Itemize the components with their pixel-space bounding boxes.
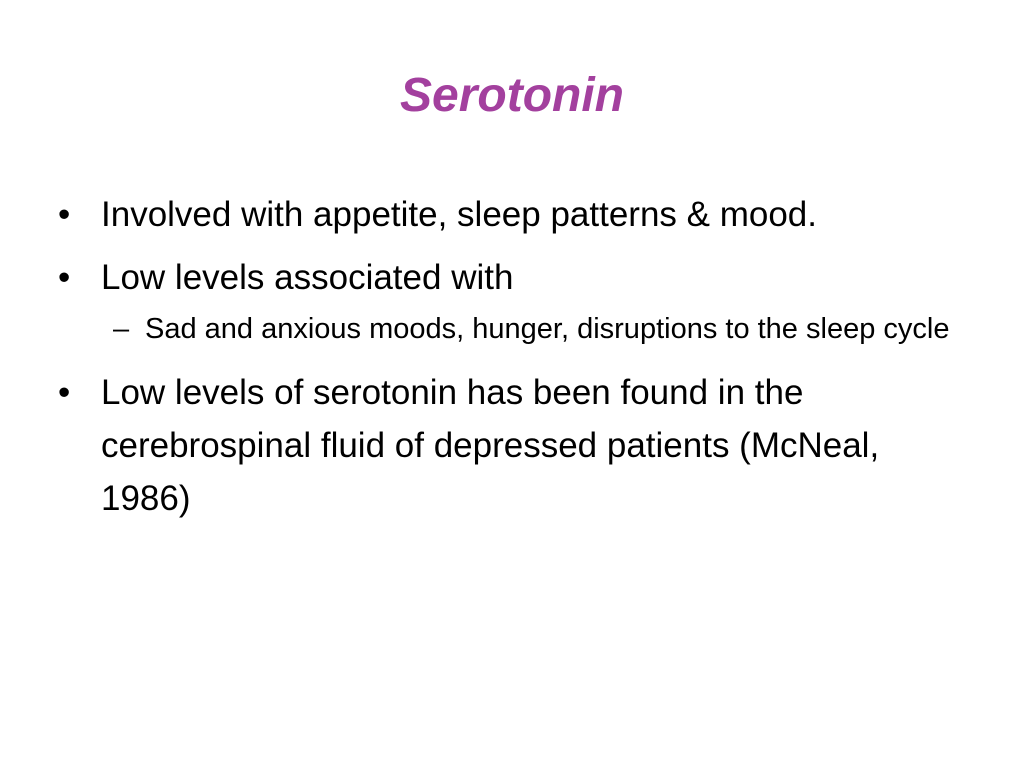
bullet-item [58,366,978,525]
bullet-text: Low levels of serotonin has been found in the cerebrospinal fluid of depressed patients (McNeal, 1986) [101,373,880,518]
bullet-marker: • [58,195,71,234]
bullet-text: Low levels associated with [101,258,514,297]
sub-bullet-text: Sad and anxious moods, hunger, disruptions to the sleep cycle [145,313,950,345]
bullet-item [58,188,978,241]
bullet-marker: • [58,258,71,297]
sub-bullet-item [113,306,978,352]
slide-title: Serotonin [400,69,624,122]
slide-body [58,188,978,535]
bullet-marker: • [58,373,71,412]
bullet-item [58,251,978,304]
bullet-text: Involved with appetite, sleep patterns & mood. [101,195,817,234]
sub-bullet-marker: – [113,313,130,345]
